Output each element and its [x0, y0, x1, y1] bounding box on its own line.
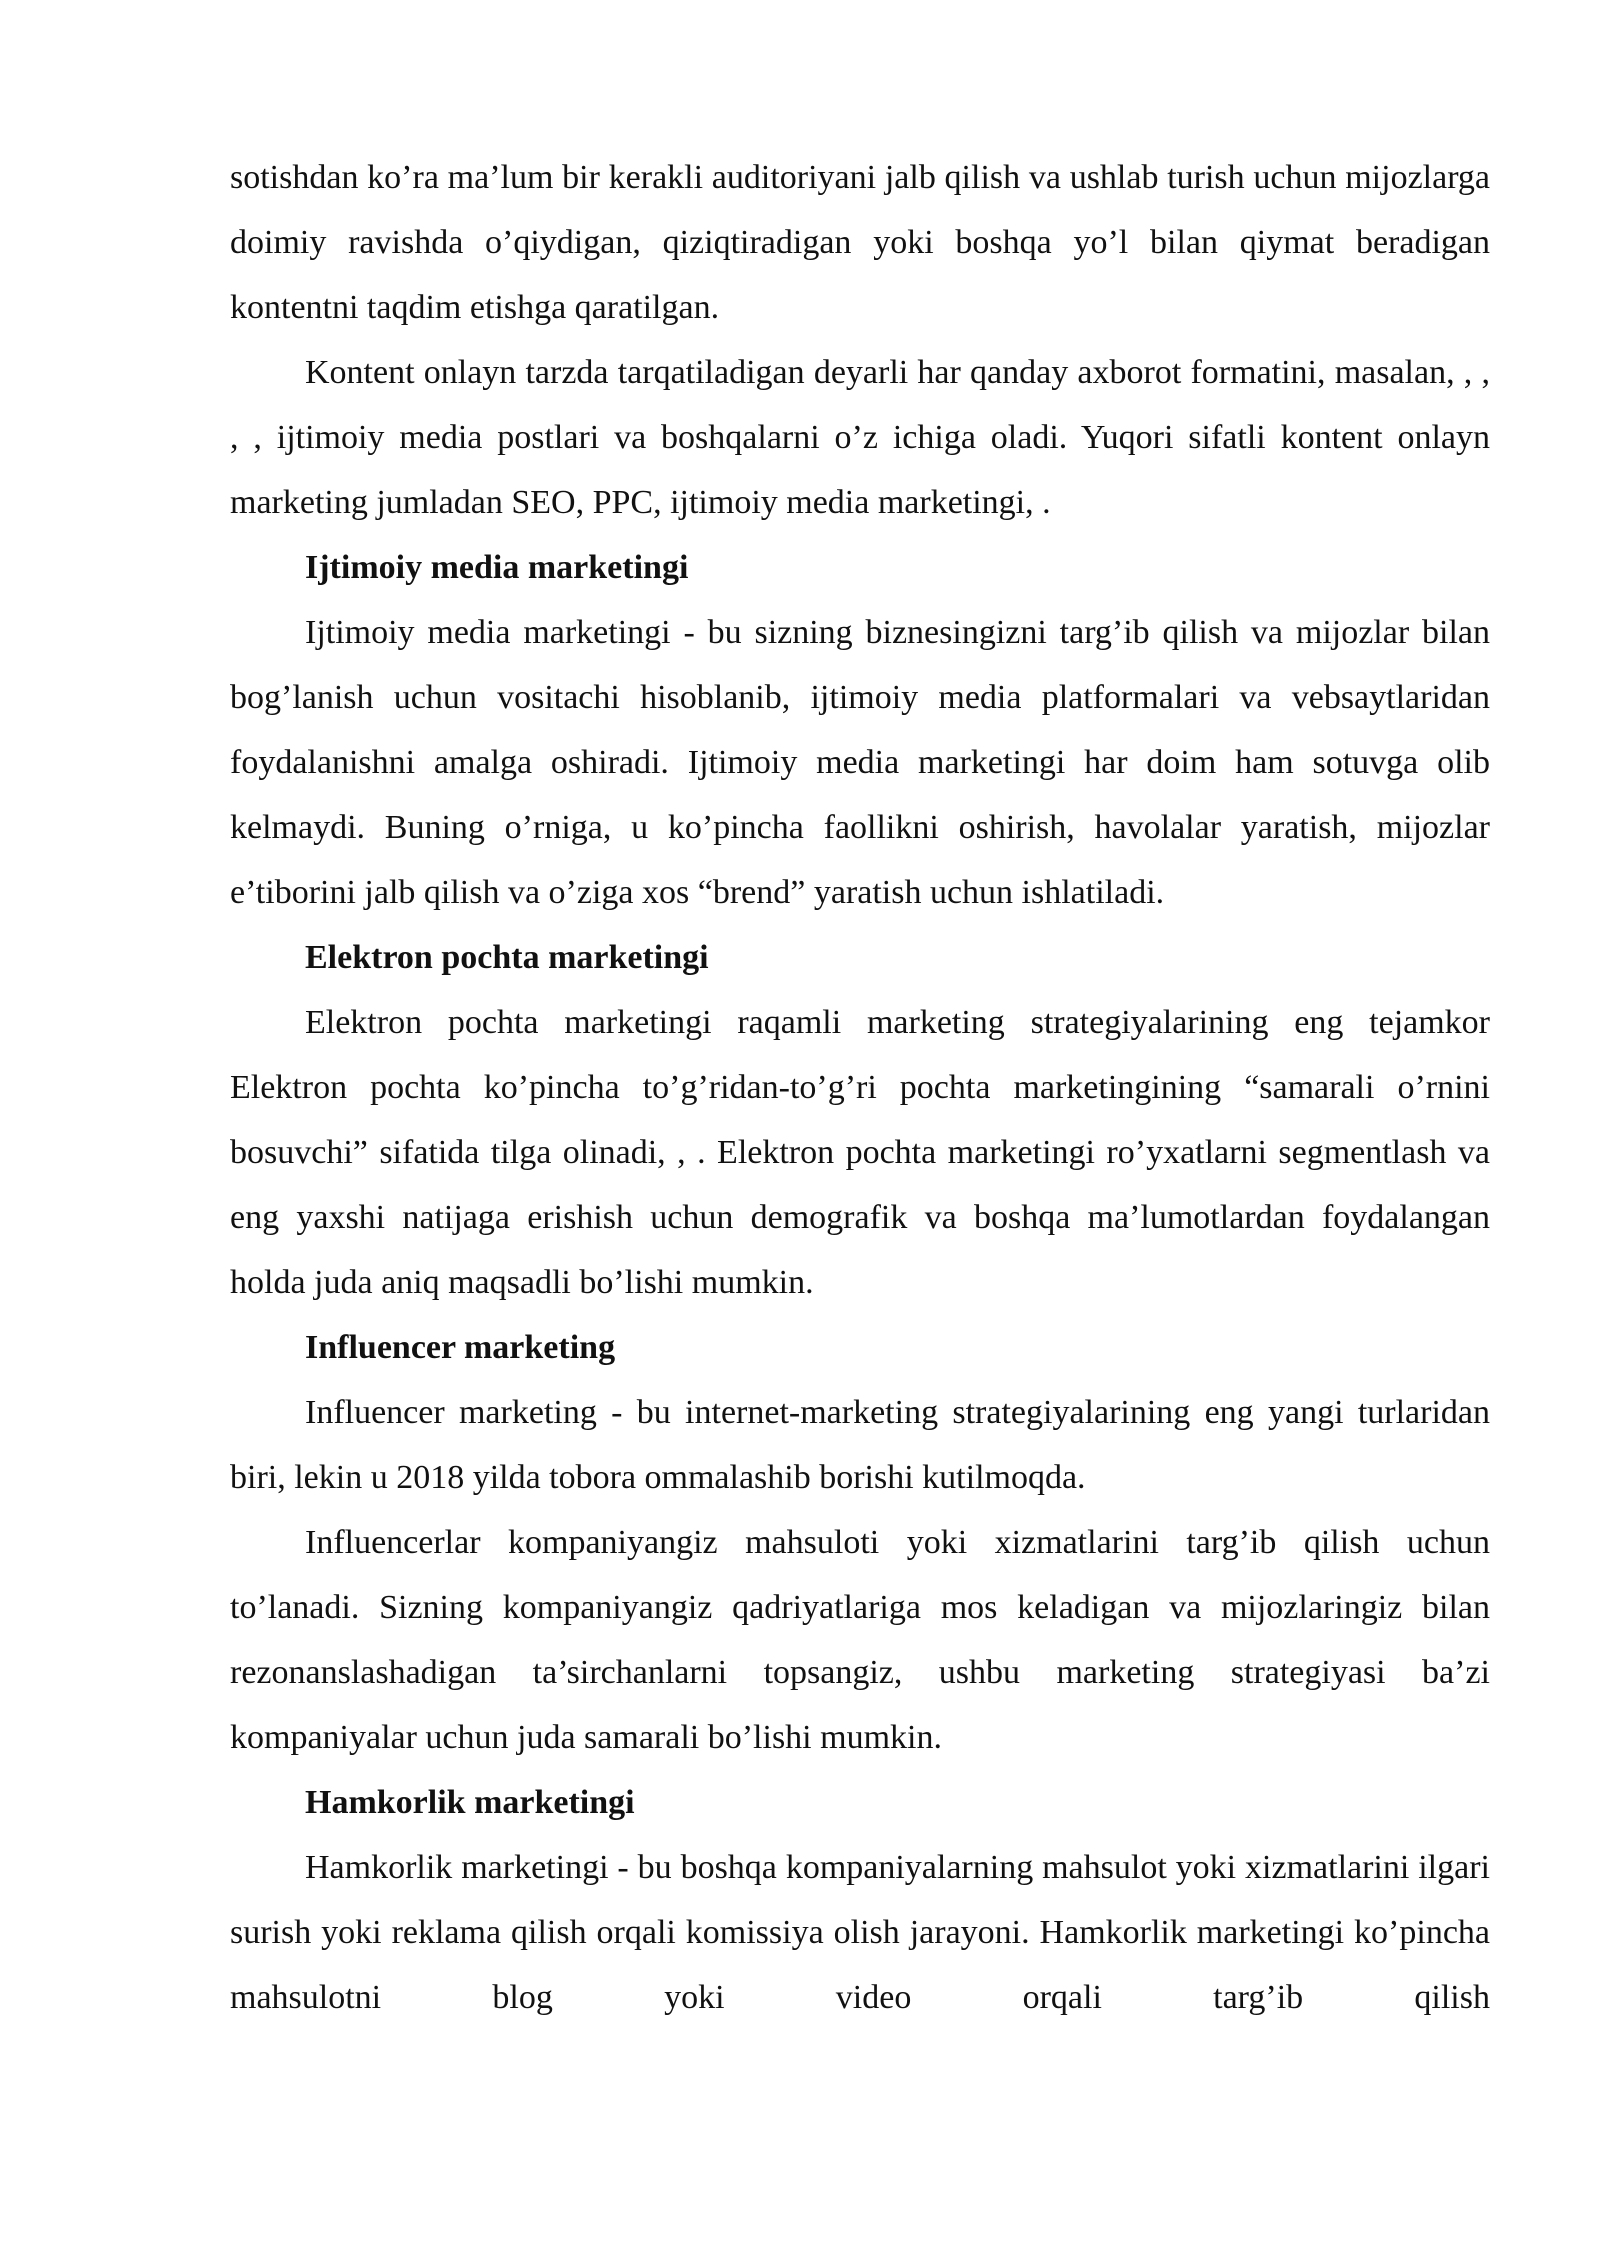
- heading-social-media-marketing: Ijtimoiy media marketingi: [305, 549, 689, 586]
- heading-email-marketing: Elektron pochta marketingi: [305, 939, 709, 976]
- paragraph-content-formats: Kontent onlayn tarzda tarqatiladigan deyarli har qanday axborot formatini, masalan, , , , , ijtimoiy media postlari va boshqalarni o’z ichiga oladi. Yuqori sifatli kontent onlayn marketing jumladan SEO, PPC, ijtimoiy media marketingi, .: [230, 354, 1490, 521]
- heading-influencer-marketing: Influencer marketing: [305, 1329, 616, 1366]
- paragraph-influencer-intro: Influencer marketing - bu internet-marketing strategiyalarining eng yangi turlaridan biri, lekin u 2018 yilda tobora ommalashib borishi kutilmoqda.: [230, 1394, 1490, 1496]
- paragraph-affiliate-marketing: Hamkorlik marketingi - bu boshqa kompaniyalarning mahsulot yoki xizmatlarini ilgari surish yoki reklama qilish orqali komissiya olish jarayoni. Hamkorlik marketingi ko’pincha mahsulotni blog yoki video orqali targ’ib qilish: [230, 1849, 1490, 2016]
- paragraph-content-marketing-intro: sotishdan ko’ra ma’lum bir kerakli auditoriyani jalb qilish va ushlab turish uchun mijozlarga doimiy ravishda o’qiydigan, qiziqtiradigan yoki boshqa yo’l bilan qiymat beradigan kontentni taqdim etishga qaratilgan.: [230, 159, 1490, 326]
- paragraph-influencer-details: Influencerlar kompaniyangiz mahsuloti yoki xizmatlarini targ’ib qilish uchun to’lanadi. Sizning kompaniyangiz qadriyatlariga mos keladigan va mijozlaringiz bilan rezonanslashadigan ta’sirchanlarni topsangiz, ushbu marketing strategiyasi ba’zi kompaniyalar uchun juda samarali bo’lishi mumkin.: [230, 1524, 1490, 1756]
- paragraph-social-media-marketing: Ijtimoiy media marketingi - bu sizning biznesingizni targ’ib qilish va mijozlar bilan bog’lanish uchun vositachi hisoblanib, ijtimoiy media platformalari va vebsaytlaridan foydalanishni amalga oshiradi. Ijtimoiy media marketingi har doim ham sotuvga olib kelmaydi. Buning o’rniga, u ko’pincha faollikni oshirish, havolalar yaratish, mijozlar e’tiborini jalb qilish va o’ziga xos “brend” yaratish uchun ishlatiladi.: [230, 614, 1490, 911]
- document-page: [230, 145, 1490, 2030]
- paragraph-email-marketing: Elektron pochta marketingi raqamli marketing strategiyalarining eng tejamkor Elektron pochta ko’pincha to’g’ridan-to’g’ri pochta marketingining “samarali o’rnini bosuvchi” sifatida tilga olinadi, , . Elektron pochta marketingi ro’yxatlarni segmentlash va eng yaxshi natijaga erishish uchun demografik va boshqa ma’lumotlardan foydalangan holda juda aniq maqsadli bo’lishi mumkin.: [230, 1004, 1490, 1301]
- heading-affiliate-marketing: Hamkorlik marketingi: [305, 1784, 635, 1821]
